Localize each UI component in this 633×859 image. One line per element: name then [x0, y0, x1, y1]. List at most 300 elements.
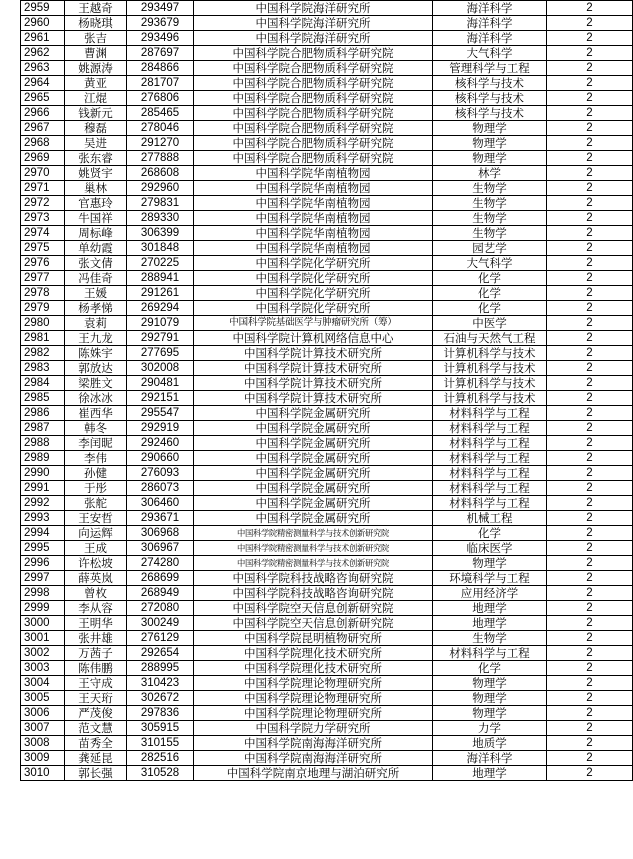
table-row [21, 286, 633, 301]
table-row [21, 601, 633, 616]
row-number-cell: 2997 [21, 571, 65, 586]
candidate-id-cell: 310155 [127, 736, 194, 751]
candidate-id-cell: 292151 [127, 391, 194, 406]
count-cell: 2 [547, 136, 633, 151]
person-name-cell: 黄亚 [65, 76, 127, 91]
person-name-cell: 严茂俊 [65, 706, 127, 721]
table-row [21, 526, 633, 541]
institution-cell: 中国科学院理化技术研究所 [194, 661, 433, 676]
institution-cell: 中国科学院金属研究所 [194, 511, 433, 526]
table-row [21, 481, 633, 496]
person-name-cell: 袁莉 [65, 316, 127, 331]
person-name-cell: 崔西华 [65, 406, 127, 421]
person-name-cell: 牛国祥 [65, 211, 127, 226]
person-name-cell: 郭长强 [65, 766, 127, 781]
candidate-id-cell: 281707 [127, 76, 194, 91]
person-name-cell: 梁胜文 [65, 376, 127, 391]
table-row [21, 226, 633, 241]
major-cell: 核科学与技术 [433, 91, 547, 106]
row-number-cell: 3003 [21, 661, 65, 676]
person-name-cell: 许松坡 [65, 556, 127, 571]
row-number-cell: 2995 [21, 541, 65, 556]
candidate-id-cell: 291270 [127, 136, 194, 151]
candidate-id-cell: 292919 [127, 421, 194, 436]
major-cell: 计算机科学与技术 [433, 361, 547, 376]
count-cell: 2 [547, 226, 633, 241]
major-cell: 大气科学 [433, 256, 547, 271]
person-name-cell: 巢林 [65, 181, 127, 196]
row-number-cell: 2970 [21, 166, 65, 181]
table-row [21, 271, 633, 286]
candidate-id-cell: 276093 [127, 466, 194, 481]
table-row [21, 391, 633, 406]
row-number-cell: 2984 [21, 376, 65, 391]
row-number-cell: 2959 [21, 1, 65, 16]
table-row [21, 556, 633, 571]
table-row [21, 571, 633, 586]
count-cell: 2 [547, 451, 633, 466]
major-cell: 机械工程 [433, 511, 547, 526]
institution-cell: 中国科学院科技战略咨询研究院 [194, 586, 433, 601]
person-name-cell: 范文慧 [65, 721, 127, 736]
institution-cell: 中国科学院合肥物质科学研究院 [194, 91, 433, 106]
candidate-id-cell: 279831 [127, 196, 194, 211]
institution-cell: 中国科学院海洋研究所 [194, 1, 433, 16]
table-row [21, 46, 633, 61]
person-name-cell: 王媛 [65, 286, 127, 301]
row-number-cell: 2960 [21, 16, 65, 31]
row-number-cell: 2964 [21, 76, 65, 91]
major-cell: 生物学 [433, 196, 547, 211]
person-name-cell: 钱新元 [65, 106, 127, 121]
count-cell: 2 [547, 361, 633, 376]
count-cell: 2 [547, 526, 633, 541]
table-row [21, 361, 633, 376]
person-name-cell: 姚贤宇 [65, 166, 127, 181]
major-cell: 园艺学 [433, 241, 547, 256]
person-name-cell: 郭放达 [65, 361, 127, 376]
major-cell: 计算机科学与技术 [433, 376, 547, 391]
table-row [21, 706, 633, 721]
row-number-cell: 2980 [21, 316, 65, 331]
candidate-id-cell: 302672 [127, 691, 194, 706]
row-number-cell: 2965 [21, 91, 65, 106]
major-cell: 大气科学 [433, 46, 547, 61]
count-cell: 2 [547, 31, 633, 46]
major-cell: 生物学 [433, 211, 547, 226]
count-cell: 2 [547, 376, 633, 391]
institution-cell: 中国科学院精密测量科学与技术创新研究院 [194, 556, 433, 571]
row-number-cell: 2986 [21, 406, 65, 421]
institution-cell: 中国科学院昆明植物研究所 [194, 631, 433, 646]
count-cell: 2 [547, 496, 633, 511]
person-name-cell: 张文倩 [65, 256, 127, 271]
candidate-id-cell: 291261 [127, 286, 194, 301]
institution-cell: 中国科学院华南植物园 [194, 226, 433, 241]
candidate-id-cell: 292960 [127, 181, 194, 196]
count-cell: 2 [547, 421, 633, 436]
major-cell: 地理学 [433, 766, 547, 781]
major-cell: 化学 [433, 526, 547, 541]
institution-cell: 中国科学院合肥物质科学研究院 [194, 151, 433, 166]
row-number-cell: 3004 [21, 676, 65, 691]
institution-cell: 中国科学院合肥物质科学研究院 [194, 136, 433, 151]
person-name-cell: 曹渊 [65, 46, 127, 61]
count-cell: 2 [547, 91, 633, 106]
major-cell: 材料科学与工程 [433, 406, 547, 421]
candidate-id-cell: 310423 [127, 676, 194, 691]
row-number-cell: 3007 [21, 721, 65, 736]
major-cell: 化学 [433, 301, 547, 316]
row-number-cell: 2962 [21, 46, 65, 61]
major-cell: 核科学与技术 [433, 106, 547, 121]
table-row [21, 511, 633, 526]
candidate-id-cell: 290660 [127, 451, 194, 466]
major-cell: 计算机科学与技术 [433, 391, 547, 406]
major-cell: 生物学 [433, 181, 547, 196]
count-cell: 2 [547, 1, 633, 16]
row-number-cell: 3006 [21, 706, 65, 721]
candidate-id-cell: 295547 [127, 406, 194, 421]
table-row [21, 541, 633, 556]
person-name-cell: 韩冬 [65, 421, 127, 436]
candidate-id-cell: 268949 [127, 586, 194, 601]
count-cell: 2 [547, 541, 633, 556]
table-row [21, 631, 633, 646]
institution-cell: 中国科学院基础医学与肿瘤研究所（筹） [194, 316, 433, 331]
person-name-cell: 薛英岚 [65, 571, 127, 586]
institution-cell: 中国科学院华南植物园 [194, 166, 433, 181]
person-name-cell: 陈姝宇 [65, 346, 127, 361]
candidate-id-cell: 292460 [127, 436, 194, 451]
candidate-id-cell: 290481 [127, 376, 194, 391]
row-number-cell: 2982 [21, 346, 65, 361]
candidate-id-cell: 293497 [127, 1, 194, 16]
table-row [21, 451, 633, 466]
count-cell: 2 [547, 76, 633, 91]
candidate-id-cell: 286073 [127, 481, 194, 496]
institution-cell: 中国科学院空天信息创新研究院 [194, 601, 433, 616]
table-row [21, 331, 633, 346]
person-name-cell: 龚延昆 [65, 751, 127, 766]
institution-cell: 中国科学院金属研究所 [194, 421, 433, 436]
count-cell: 2 [547, 661, 633, 676]
major-cell: 化学 [433, 661, 547, 676]
count-cell: 2 [547, 751, 633, 766]
count-cell: 2 [547, 736, 633, 751]
person-name-cell: 李从容 [65, 601, 127, 616]
institution-cell: 中国科学院理化技术研究所 [194, 646, 433, 661]
row-number-cell: 2998 [21, 586, 65, 601]
major-cell: 地质学 [433, 736, 547, 751]
institution-cell: 中国科学院合肥物质科学研究院 [194, 46, 433, 61]
institution-cell: 中国科学院理论物理研究所 [194, 691, 433, 706]
row-number-cell: 2985 [21, 391, 65, 406]
table-row [21, 151, 633, 166]
table-row [21, 91, 633, 106]
roster-table [20, 0, 633, 781]
major-cell: 材料科学与工程 [433, 496, 547, 511]
person-name-cell: 王安哲 [65, 511, 127, 526]
person-name-cell: 万茜子 [65, 646, 127, 661]
institution-cell: 中国科学院科技战略咨询研究院 [194, 571, 433, 586]
institution-cell: 中国科学院南海海洋研究所 [194, 751, 433, 766]
row-number-cell: 2994 [21, 526, 65, 541]
institution-cell: 中国科学院空天信息创新研究院 [194, 616, 433, 631]
person-name-cell: 王成 [65, 541, 127, 556]
count-cell: 2 [547, 196, 633, 211]
person-name-cell: 杨孝悌 [65, 301, 127, 316]
table-row [21, 61, 633, 76]
count-cell: 2 [547, 511, 633, 526]
table-row [21, 31, 633, 46]
candidate-id-cell: 306968 [127, 526, 194, 541]
major-cell: 材料科学与工程 [433, 481, 547, 496]
count-cell: 2 [547, 616, 633, 631]
major-cell: 力学 [433, 721, 547, 736]
row-number-cell: 2971 [21, 181, 65, 196]
institution-cell: 中国科学院南海海洋研究所 [194, 736, 433, 751]
major-cell: 材料科学与工程 [433, 421, 547, 436]
major-cell: 林学 [433, 166, 547, 181]
person-name-cell: 姚源涛 [65, 61, 127, 76]
major-cell: 石油与天然气工程 [433, 331, 547, 346]
candidate-id-cell: 306460 [127, 496, 194, 511]
candidate-id-cell: 292654 [127, 646, 194, 661]
count-cell: 2 [547, 271, 633, 286]
person-name-cell: 王守成 [65, 676, 127, 691]
count-cell: 2 [547, 346, 633, 361]
candidate-id-cell: 302008 [127, 361, 194, 376]
table-row [21, 436, 633, 451]
roster-table-body [21, 1, 633, 781]
count-cell: 2 [547, 106, 633, 121]
candidate-id-cell: 300249 [127, 616, 194, 631]
count-cell: 2 [547, 586, 633, 601]
table-row [21, 346, 633, 361]
row-number-cell: 3008 [21, 736, 65, 751]
row-number-cell: 2973 [21, 211, 65, 226]
institution-cell: 中国科学院计算技术研究所 [194, 361, 433, 376]
person-name-cell: 杨晓琪 [65, 16, 127, 31]
count-cell: 2 [547, 601, 633, 616]
table-row [21, 751, 633, 766]
count-cell: 2 [547, 301, 633, 316]
count-cell: 2 [547, 61, 633, 76]
person-name-cell: 李闰昵 [65, 436, 127, 451]
person-name-cell: 陈伟鹏 [65, 661, 127, 676]
row-number-cell: 3009 [21, 751, 65, 766]
major-cell: 海洋科学 [433, 31, 547, 46]
person-name-cell: 吴进 [65, 136, 127, 151]
institution-cell: 中国科学院金属研究所 [194, 406, 433, 421]
institution-cell: 中国科学院理论物理研究所 [194, 676, 433, 691]
row-number-cell: 2976 [21, 256, 65, 271]
count-cell: 2 [547, 391, 633, 406]
count-cell: 2 [547, 286, 633, 301]
person-name-cell: 冯佳奇 [65, 271, 127, 286]
institution-cell: 中国科学院理论物理研究所 [194, 706, 433, 721]
major-cell: 海洋科学 [433, 1, 547, 16]
table-row [21, 721, 633, 736]
table-row [21, 586, 633, 601]
table-row [21, 661, 633, 676]
table-row [21, 16, 633, 31]
institution-cell: 中国科学院力学研究所 [194, 721, 433, 736]
institution-cell: 中国科学院华南植物园 [194, 211, 433, 226]
institution-cell: 中国科学院化学研究所 [194, 271, 433, 286]
count-cell: 2 [547, 211, 633, 226]
candidate-id-cell: 268699 [127, 571, 194, 586]
table-row [21, 121, 633, 136]
institution-cell: 中国科学院合肥物质科学研究院 [194, 121, 433, 136]
row-number-cell: 2972 [21, 196, 65, 211]
person-name-cell: 单幼霞 [65, 241, 127, 256]
table-row [21, 256, 633, 271]
row-number-cell: 2999 [21, 601, 65, 616]
institution-cell: 中国科学院海洋研究所 [194, 31, 433, 46]
institution-cell: 中国科学院金属研究所 [194, 466, 433, 481]
row-number-cell: 2991 [21, 481, 65, 496]
candidate-id-cell: 274280 [127, 556, 194, 571]
table-row [21, 676, 633, 691]
institution-cell: 中国科学院计算机网络信息中心 [194, 331, 433, 346]
person-name-cell: 苗秀全 [65, 736, 127, 751]
institution-cell: 中国科学院金属研究所 [194, 481, 433, 496]
major-cell: 化学 [433, 286, 547, 301]
major-cell: 计算机科学与技术 [433, 346, 547, 361]
row-number-cell: 2992 [21, 496, 65, 511]
count-cell: 2 [547, 121, 633, 136]
candidate-id-cell: 285465 [127, 106, 194, 121]
major-cell: 地理学 [433, 601, 547, 616]
major-cell: 地理学 [433, 616, 547, 631]
row-number-cell: 2974 [21, 226, 65, 241]
table-row [21, 691, 633, 706]
table-row [21, 301, 633, 316]
major-cell: 海洋科学 [433, 16, 547, 31]
count-cell: 2 [547, 676, 633, 691]
major-cell: 物理学 [433, 691, 547, 706]
candidate-id-cell: 292791 [127, 331, 194, 346]
count-cell: 2 [547, 406, 633, 421]
table-row [21, 166, 633, 181]
institution-cell: 中国科学院化学研究所 [194, 256, 433, 271]
major-cell: 物理学 [433, 121, 547, 136]
major-cell: 临床医学 [433, 541, 547, 556]
person-name-cell: 王越奇 [65, 1, 127, 16]
count-cell: 2 [547, 691, 633, 706]
count-cell: 2 [547, 556, 633, 571]
institution-cell: 中国科学院华南植物园 [194, 181, 433, 196]
person-name-cell: 官惠玲 [65, 196, 127, 211]
table-row [21, 496, 633, 511]
candidate-id-cell: 293679 [127, 16, 194, 31]
major-cell: 材料科学与工程 [433, 451, 547, 466]
count-cell: 2 [547, 706, 633, 721]
count-cell: 2 [547, 316, 633, 331]
table-row [21, 136, 633, 151]
candidate-id-cell: 293496 [127, 31, 194, 46]
institution-cell: 中国科学院金属研究所 [194, 496, 433, 511]
person-name-cell: 周标峰 [65, 226, 127, 241]
candidate-id-cell: 276129 [127, 631, 194, 646]
count-cell: 2 [547, 16, 633, 31]
count-cell: 2 [547, 631, 633, 646]
candidate-id-cell: 277695 [127, 346, 194, 361]
candidate-id-cell: 272080 [127, 601, 194, 616]
candidate-id-cell: 310528 [127, 766, 194, 781]
major-cell: 材料科学与工程 [433, 646, 547, 661]
count-cell: 2 [547, 181, 633, 196]
table-row [21, 421, 633, 436]
count-cell: 2 [547, 151, 633, 166]
candidate-id-cell: 269294 [127, 301, 194, 316]
row-number-cell: 3002 [21, 646, 65, 661]
table-row [21, 316, 633, 331]
person-name-cell: 穆磊 [65, 121, 127, 136]
institution-cell: 中国科学院合肥物质科学研究院 [194, 61, 433, 76]
person-name-cell: 孙健 [65, 466, 127, 481]
row-number-cell: 2977 [21, 271, 65, 286]
person-name-cell: 张吉 [65, 31, 127, 46]
institution-cell: 中国科学院金属研究所 [194, 451, 433, 466]
row-number-cell: 2979 [21, 301, 65, 316]
person-name-cell: 张东睿 [65, 151, 127, 166]
person-name-cell: 王天珩 [65, 691, 127, 706]
person-name-cell: 李伟 [65, 451, 127, 466]
major-cell: 核科学与技术 [433, 76, 547, 91]
table-row [21, 211, 633, 226]
row-number-cell: 2988 [21, 436, 65, 451]
table-row [21, 616, 633, 631]
count-cell: 2 [547, 481, 633, 496]
major-cell: 物理学 [433, 136, 547, 151]
row-number-cell: 2983 [21, 361, 65, 376]
row-number-cell: 2981 [21, 331, 65, 346]
candidate-id-cell: 297836 [127, 706, 194, 721]
institution-cell: 中国科学院金属研究所 [194, 436, 433, 451]
table-row [21, 241, 633, 256]
count-cell: 2 [547, 331, 633, 346]
candidate-id-cell: 306399 [127, 226, 194, 241]
row-number-cell: 2961 [21, 31, 65, 46]
person-name-cell: 向运辉 [65, 526, 127, 541]
table-row [21, 181, 633, 196]
table-row [21, 736, 633, 751]
major-cell: 中医学 [433, 316, 547, 331]
person-name-cell: 曾枚 [65, 586, 127, 601]
person-name-cell: 于彤 [65, 481, 127, 496]
institution-cell: 中国科学院计算技术研究所 [194, 391, 433, 406]
candidate-id-cell: 277888 [127, 151, 194, 166]
major-cell: 生物学 [433, 631, 547, 646]
candidate-id-cell: 291079 [127, 316, 194, 331]
person-name-cell: 徐冰冰 [65, 391, 127, 406]
row-number-cell: 2969 [21, 151, 65, 166]
candidate-id-cell: 268608 [127, 166, 194, 181]
table-row [21, 466, 633, 481]
major-cell: 海洋科学 [433, 751, 547, 766]
count-cell: 2 [547, 766, 633, 781]
major-cell: 应用经济学 [433, 586, 547, 601]
candidate-id-cell: 293671 [127, 511, 194, 526]
row-number-cell: 2963 [21, 61, 65, 76]
institution-cell: 中国科学院合肥物质科学研究院 [194, 106, 433, 121]
count-cell: 2 [547, 241, 633, 256]
institution-cell: 中国科学院计算技术研究所 [194, 346, 433, 361]
institution-cell: 中国科学院化学研究所 [194, 286, 433, 301]
